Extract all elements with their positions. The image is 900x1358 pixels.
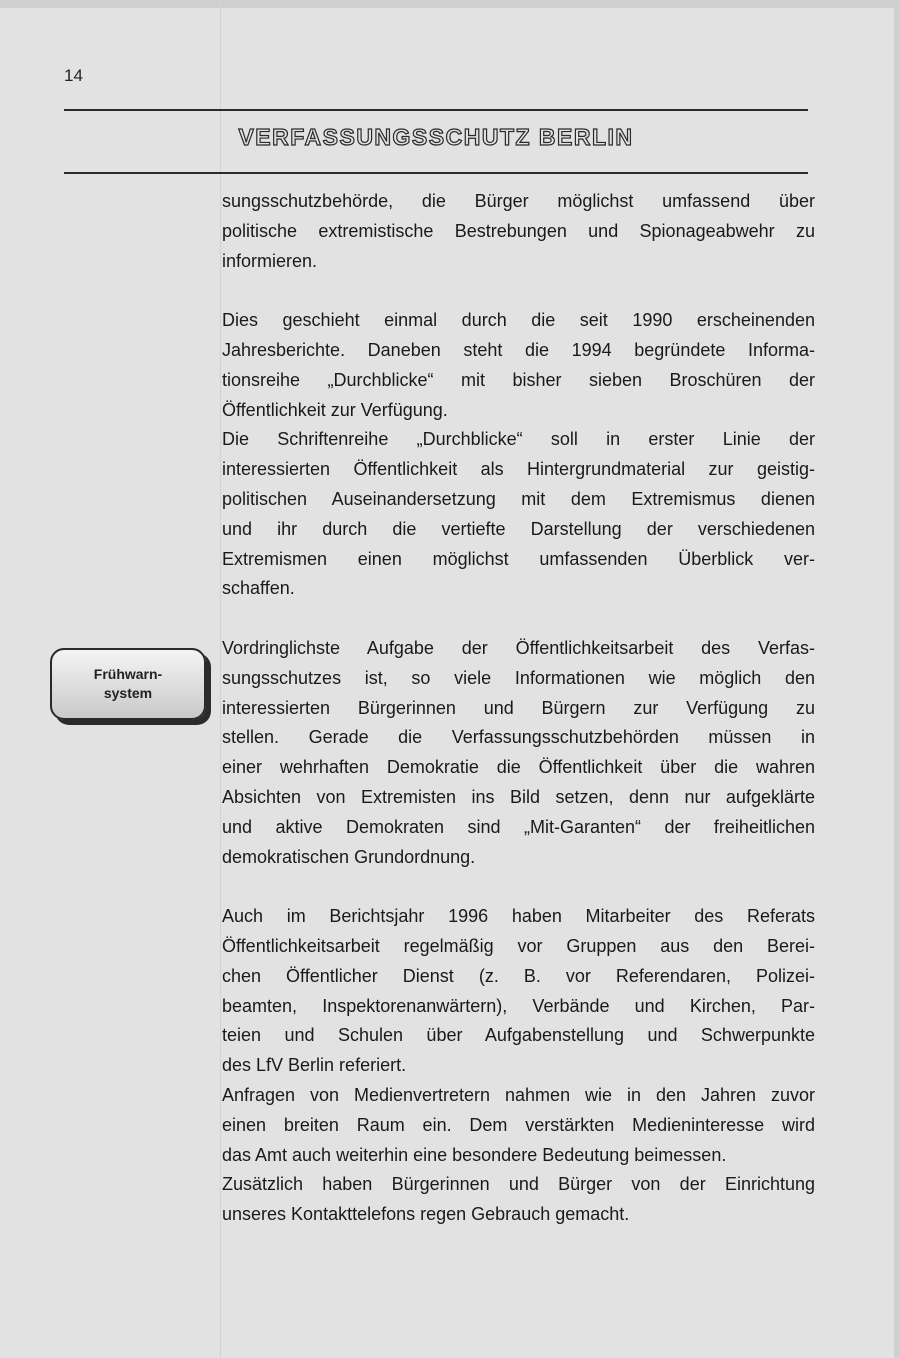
text-line: Öffentlichkeitsarbeit regelmäßig vor Gruppen aus den Berei- [222,935,815,956]
text-line: Öffentlichkeit zur Verfügung. [222,399,448,420]
paragraph-gap [222,276,815,306]
margin-note-line-2: system [103,685,153,701]
page-number: 14 [64,66,83,85]
header-rule-top [64,109,808,111]
paragraph [222,1081,815,1170]
text-line: teien und Schulen über Aufgabenstellung und Schwerpunkte [222,1025,815,1046]
text-line: stellen. Gerade die Verfassungsschutzbehörden müssen in [222,727,815,748]
text-line: und aktive Demokraten sind „Mit-Garanten“ der freiheitlichen [222,816,815,837]
text-line: interessierten Öffentlichkeit als Hintergrundmaterial zur geistig- [222,459,815,480]
text-line: Absichten von Extremisten ins Bild setzen, denn nur aufgeklärte [222,786,815,807]
header-rule-bottom [64,172,808,174]
text-line: demokratischen Grundordnung. [222,846,476,867]
text-line: Extremismen einen möglichst umfassenden Überblick ver- [222,548,815,569]
text-line: beamten, Inspektorenanwärtern), Verbände und Kirchen, Par- [222,995,815,1016]
text-line: Dies geschieht einmal durch die seit 1990 erscheinenden [222,310,815,331]
scan-right-edge [894,0,900,1358]
text-line: Vordringlichste Aufgabe der Öffentlichkeitsarbeit des Verfas- [222,637,815,658]
text-line: interessierten Bürgerinnen und Bürgern zur Verfügung zu [222,697,815,718]
paragraph-gap [222,872,815,902]
text-line: Die Schriftenreihe „Durchblicke“ soll in erster Linie der [222,429,815,450]
text-line: tionsreihe „Durchblicke“ mit bisher sieben Broschüren der [222,369,815,390]
text-line: politischen Auseinandersetzung mit dem Extremismus dienen [222,488,815,509]
text-line: Jahresberichte. Daneben steht die 1994 begründete Informa- [222,339,815,360]
text-line: einen breiten Raum ein. Dem verstärkten Medieninteresse wird [222,1114,815,1135]
text-line: Anfragen von Medienvertretern nahmen wie in den Jahren zuvor [222,1084,815,1105]
text-line: unseres Kontakttelefons regen Gebrauch gemacht. [222,1204,630,1225]
text-line: und ihr durch die vertiefte Darstellung der verschiedenen [222,518,815,539]
text-line: Auch im Berichtsjahr 1996 haben Mitarbeiter des Referats [222,906,815,927]
paragraph [222,425,815,604]
text-line: einer wehrhaften Demokratie die Öffentlichkeit über die wahren [222,757,815,778]
margin-note-box [50,648,206,720]
paragraph [222,902,815,1081]
text-line: chen Öffentlicher Dienst (z. B. vor Referendaren, Polizei- [222,965,815,986]
paragraph [222,306,815,425]
text-line: politische extremistische Bestrebungen und Spionageabwehr zu [222,220,815,241]
text-line: Zusätzlich haben Bürgerinnen und Bürger von der Einrichtung [222,1174,815,1195]
text-line: des LfV Berlin referiert. [222,1055,407,1076]
paragraph-gap [222,604,815,634]
text-line: informieren. [222,250,318,271]
text-line: sungsschutzbehörde, die Bürger möglichst umfassend über [222,191,815,211]
running-header-title: VERFASSUNGSSCHUTZ BERLIN [238,124,634,150]
text-line: schaffen. [222,578,295,599]
body-text [222,187,815,1230]
scan-top-edge [0,0,900,8]
paragraph [222,634,815,872]
text-line: das Amt auch weiterhin eine besondere Bedeutung beimessen. [222,1144,727,1165]
text-line: sungsschutzes ist, so viele Informationen wie möglich den [222,667,815,688]
margin-note-line-1: Frühwarn- [93,666,163,682]
margin-line [220,0,221,1358]
margin-note-label [94,665,162,703]
paragraph [222,1170,815,1230]
paragraph [222,187,815,276]
